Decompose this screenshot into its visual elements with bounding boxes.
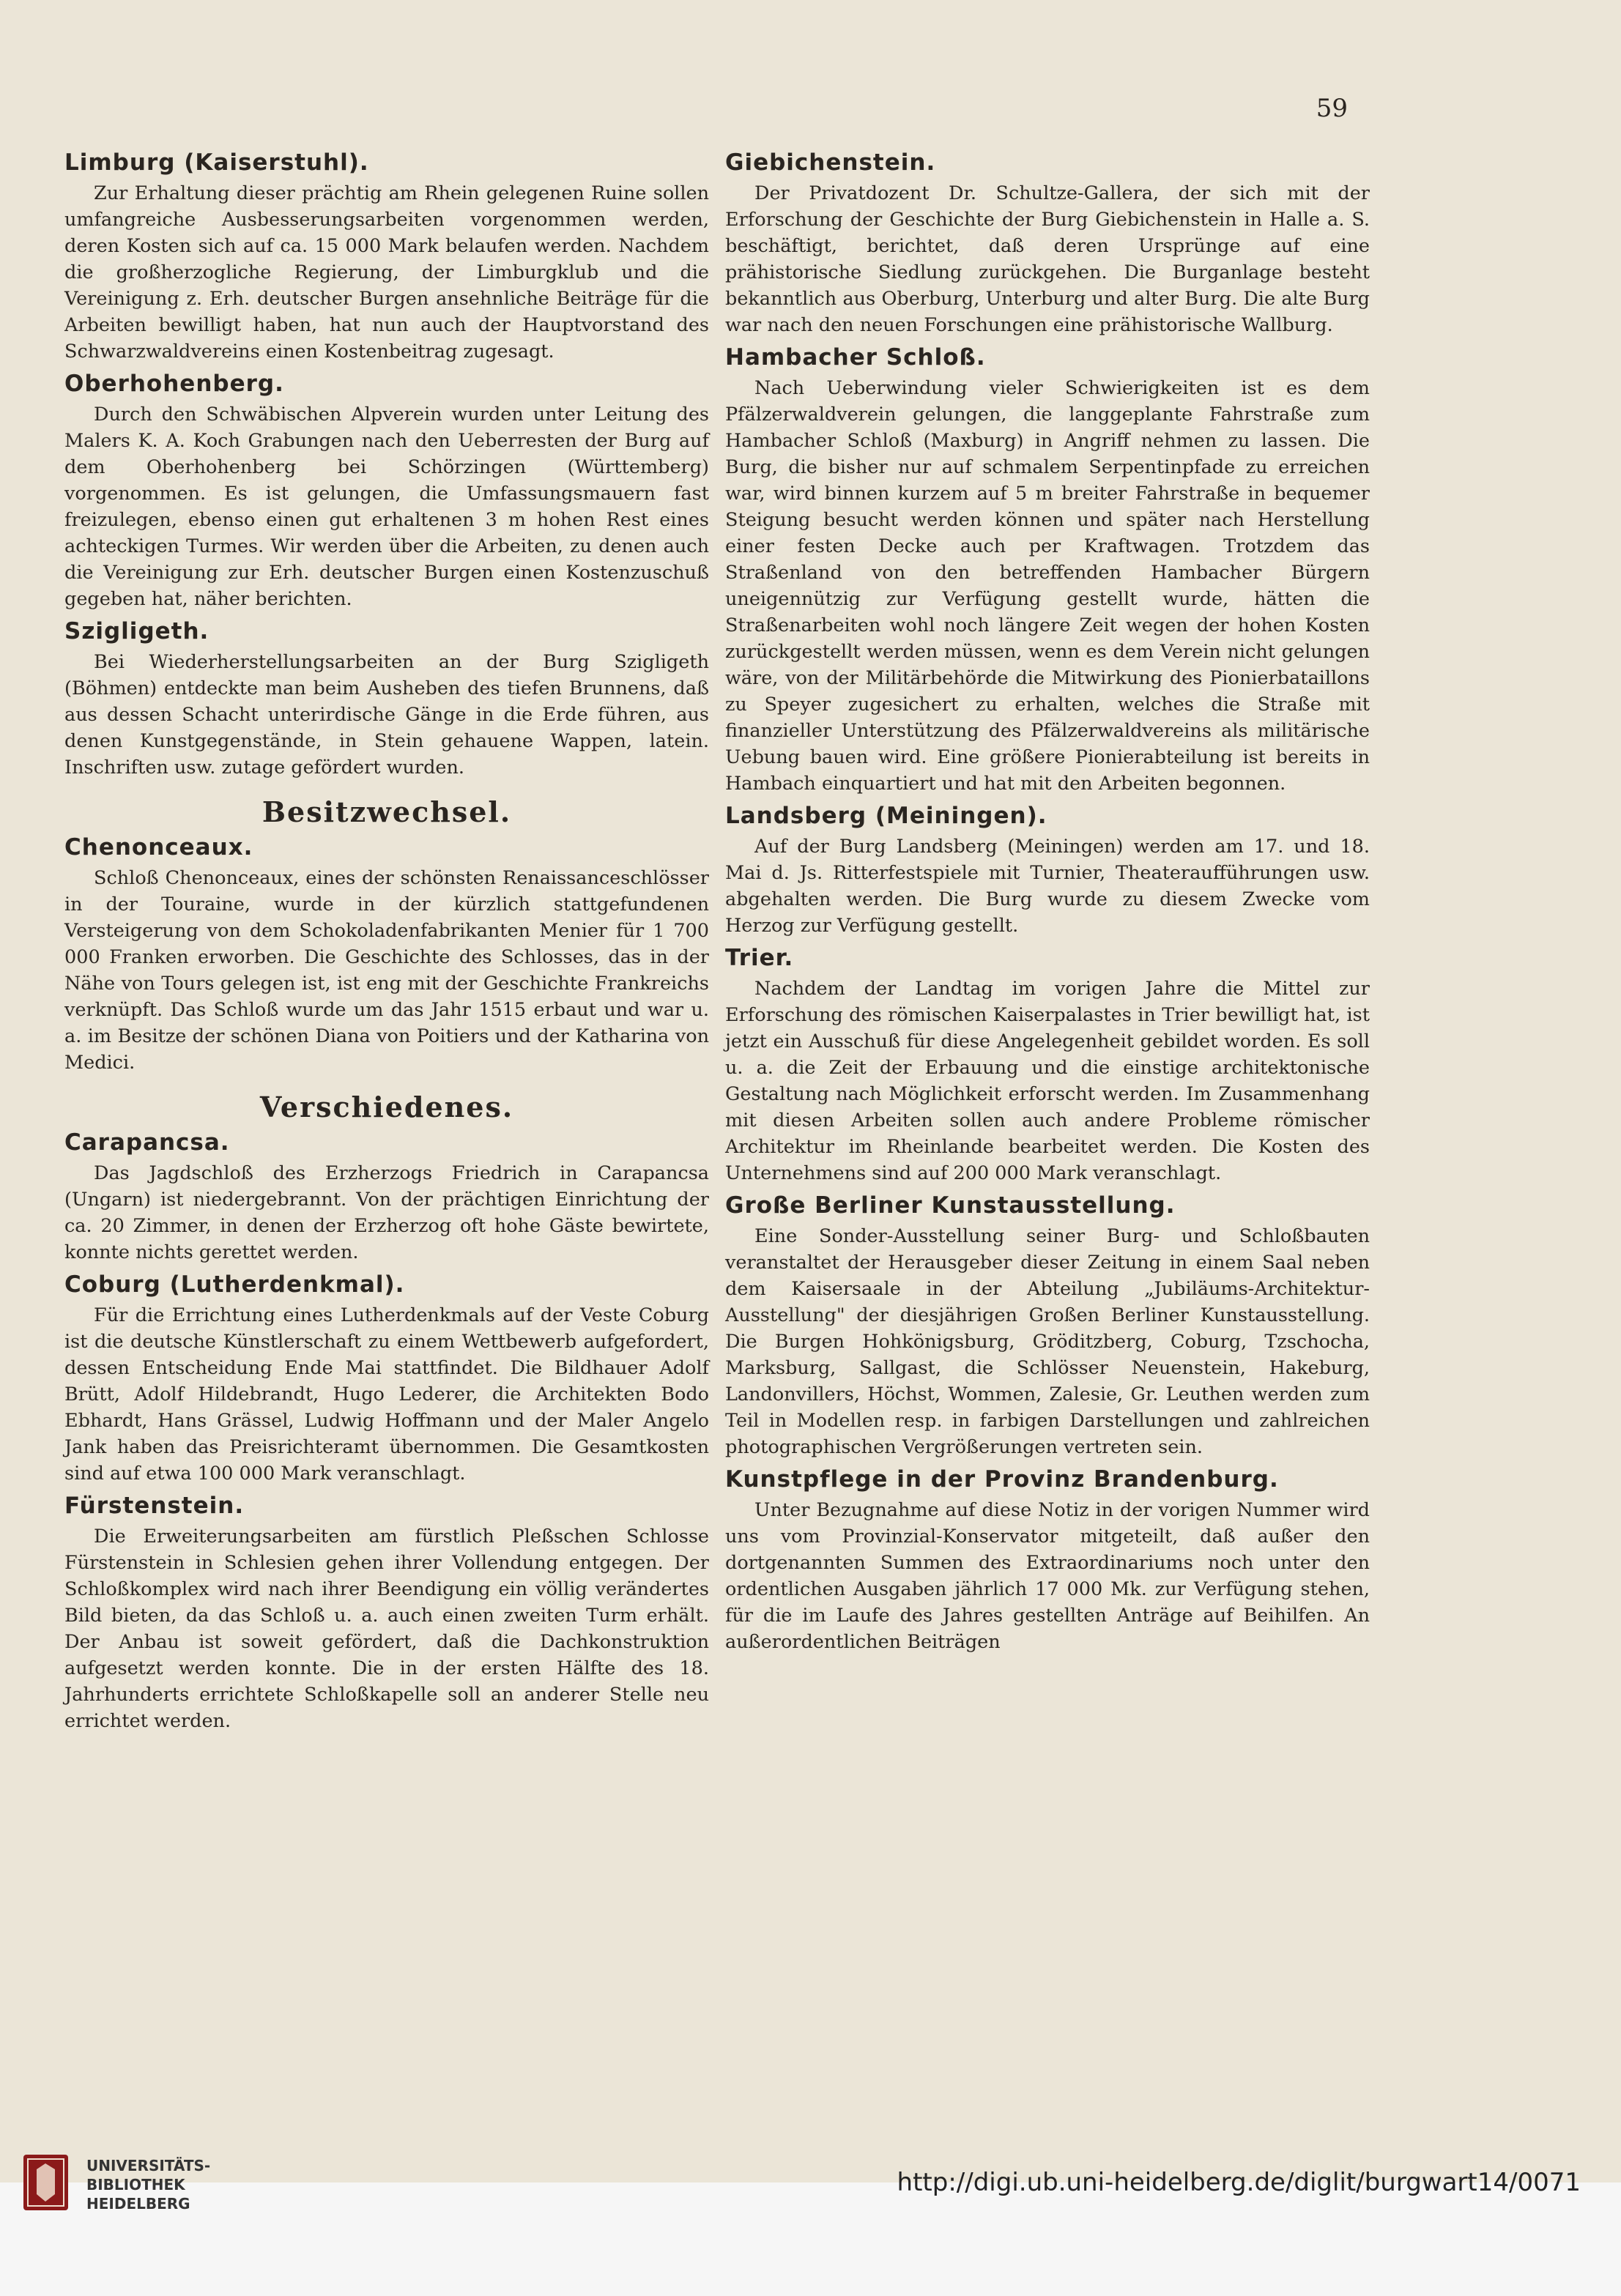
entry-text: Zur Erhaltung dieser prächtig am Rhein gelegenen Ruine sollen umfangreiche Ausbesserungsarbeiten vorgenommen werden, deren Kosten sich auf ca. 15 000 Mark belaufen werden. Nachdem die großherzogliche Regierung, der Limburgklub und die Vereinigung z. Erh. deutscher Burgen ansehnliche Beiträge für die Arbeiten bewilligt haben, hat nun auch der Hauptvorstand des Schwarzwaldvereins einen Kostenbeitrag zugesagt.: [64, 182, 709, 363]
entry-heading: Trier.: [725, 945, 794, 971]
logo-line-1: UNIVERSITÄTS-: [86, 2157, 211, 2174]
entry-text: Eine Sonder-Ausstellung seiner Burg- und Schloßbauten veranstaltet der Herausgeber dieser Zeitung in einem Saal neben dem Kaisersaale in der Abteilung „Jubiläums-Architektur-Ausstellung" der diesjährigen Großen Berliner Kunstausstellung. Die Burgen Hohkönigsburg, Gröditzberg, Coburg, Tzschocha, Marksburg, Sallgast, die Schlösser Neuenstein, Hakeburg, Landonvillers, Höchst, Wommen, Zalesie, Gr. Leuthen werden zum Teil in Modellen resp. in farbigen Darstellungen und zahlreichen photographischen Vergrößerungen vertreten sein.: [725, 1225, 1370, 1458]
entry-heading: Carapancsa.: [64, 1129, 230, 1156]
entry-text: Für die Errichtung eines Lutherdenkmals auf der Veste Coburg ist die deutsche Künstlerschaft zu einem Wettbewerb aufgefordert, dessen Entscheidung Ende Mai stattfindet. Die Bildhauer Adolf Brütt, Adolf Hildebrandt, Hugo Lederer, die Architekten Bodo Ebhardt, Hans Grässel, Ludwig Hoffmann und der Maler Angelo Jank haben das Preisrichteramt übernommen. Die Gesamtkosten sind auf etwa 100 000 Mark veranschlagt.: [64, 1304, 709, 1485]
entry-text: Das Jagdschloß des Erzherzogs Friedrich in Carapancsa (Ungarn) ist niedergebrannt. Von der prächtigen Einrichtung der ca. 20 Zimmer, in denen der Erzherzog oft hohe Gäste bewirtete, konnte nichts gerettet werden.: [64, 1162, 709, 1263]
page-number: 59: [1316, 94, 1348, 123]
entry-heading: Coburg (Lutherdenkmal).: [64, 1271, 405, 1298]
entry-heading: Kunstpflege in der Provinz Brandenburg.: [725, 1466, 1279, 1493]
footer-bar: [0, 2182, 1621, 2296]
entry-text: Der Privatdozent Dr. Schultze-Gallera, der sich mit der Erforschung der Geschichte der Burg Giebichenstein in Halle a. S. beschäftigt, berichtet, daß deren Ursprünge auf eine prähistorische Siedlung zurückgehen. Die Burganlage besteht bekanntlich aus Oberburg, Unterburg und alter Burg. Die alte Burg war nach den neuen Forschungen eine prähistorische Wallburg.: [725, 182, 1370, 336]
entry-heading: Giebichenstein.: [725, 149, 936, 176]
section-heading: Verschiedenes.: [259, 1091, 514, 1123]
entry-heading: Hambacher Schloß.: [725, 344, 986, 371]
entry-text: Durch den Schwäbischen Alpverein wurden unter Leitung des Malers K. A. Koch Grabungen nach den Ueberresten der Burg auf dem Oberhohenberg bei Schörzingen (Württemberg) vorgenommen. Es ist gelungen, die Umfassungsmauern fast freizulegen, ebenso einen gut erhaltenen 3 m hohen Rest eines achteckigen Turmes. Wir werden über die Arbeiten, zu denen auch die Vereinigung zur Erh. deutscher Burgen einen Kostenzuschuß gegeben hat, näher berichten.: [64, 404, 709, 610]
logo-line-2: BIBLIOTHEK: [86, 2176, 185, 2193]
entry-text: Unter Bezugnahme auf diese Notiz in der vorigen Nummer wird uns vom Provinzial-Konservator mitgeteilt, daß außer den dortgenannten Summen des Extraordinariums noch unter den ordentlichen Ausgaben jährlich 17 000 Mk. zur Verfügung stehen, für die im Laufe des Jahres gestellten Anträge auf Beihilfen. An außerordentlichen Beiträgen: [725, 1499, 1370, 1653]
entry-text: Nachdem der Landtag im vorigen Jahre die Mittel zur Erforschung des römischen Kaiserpalastes in Trier bewilligt hat, ist jetzt ein Ausschuß für diese Angelegenheit gebildet worden. Es soll u. a. die Zeit der Erbauung und die einstige architektonische Gestaltung nach Möglichkeit erforscht werden. Im Zusammenhang mit diesen Arbeiten sollen auch andere Probleme römischer Architektur im Rheinlande bearbeitet werden. Die Kosten des Unternehmens sind auf 200 000 Mark veranschlagt.: [725, 978, 1370, 1184]
source-url-link[interactable]: http://digi.ub.uni-heidelberg.de/diglit/burgwart14/0071: [897, 2168, 1581, 2197]
entry-heading: Landsberg (Meiningen).: [725, 803, 1047, 829]
library-logo-text: [86, 2156, 210, 2213]
logo-line-3: HEIDELBERG: [86, 2195, 190, 2213]
entry-text: Nach Ueberwindung vieler Schwierigkeiten ist es dem Pfälzerwaldverein gelungen, die langgeplante Fahrstraße zum Hambacher Schloß (Maxburg) in Angriff nehmen zu lassen. Die Burg, die bisher nur auf schmalem Serpentinpfade zu erreichen war, wird binnen kurzem auf 5 m breiter Fahrstraße in bequemer Steigung besucht werden können und später nach Herstellung einer festen Decke auch per Kraftwagen. Trotzdem das Straßenland von den betreffenden Hambacher Bürgern uneigennützig zur Verfügung gestellt wurde, hätten die Straßenarbeiten wohl noch längere Zeit wegen der hohen Kosten zurückgestellt werden müssen, wenn es dem Verein nicht gelungen wäre, von der Militärbehörde die Mitwirkung des Pionierbataillons zu Speyer zugesichert zu erhalten, welches die Straße mit finanzieller Unterstützung des Pfälzerwaldvereins als militärische Uebung bauen wird. Eine größere Pionierabteilung ist bereits in Hambach einquartiert und hat mit den Arbeiten begonnen.: [725, 377, 1370, 795]
entry-heading: Chenonceaux.: [64, 834, 253, 861]
university-seal-icon: [22, 2153, 70, 2212]
entry-text: Auf der Burg Landsberg (Meiningen) werden am 17. und 18. Mai d. Js. Ritterfestspiele mit Turnier, Theateraufführungen usw. abgehalten werden. Die Burg wurde zu diesem Zwecke vom Herzog zur Verfügung gestellt.: [725, 836, 1370, 937]
right-column: [725, 144, 1370, 1658]
entry-heading: Große Berliner Kunstausstellung.: [725, 1192, 1176, 1219]
entry-heading: Oberhohenberg.: [64, 371, 284, 397]
entry-heading: Szigligeth.: [64, 618, 209, 644]
section-heading: Besitzwechsel.: [261, 795, 512, 828]
entry-text: Schloß Chenonceaux, eines der schönsten Renaissanceschlösser in der Touraine, wurde in der kürzlich stattgefundenen Versteigerung von dem Schokoladenfabrikanten Menier für 1 700 000 Franken erworben. Die Geschichte des Schlosses, das in der Nähe von Tours gelegen ist, ist eng mit der Geschichte Frankreichs verknüpft. Das Schloß wurde um das Jahr 1515 erbaut und war u. a. im Besitze der schönen Diana von Poitiers und der Katharina von Medici.: [64, 867, 709, 1074]
entry-heading: Fürstenstein.: [64, 1493, 245, 1519]
entry-heading: Limburg (Kaiserstuhl).: [64, 149, 369, 176]
entry-text: Bei Wiederherstellungsarbeiten an der Burg Szigligeth (Böhmen) entdeckte man beim Ausheben des tiefen Brunnens, daß aus dessen Schacht unterirdische Gänge in die Erde führen, aus denen Kunstgegenstände, in Stein gehauene Wappen, latein. Inschriften usw. zutage gefördert wurden.: [64, 651, 709, 779]
entry-text: Die Erweiterungsarbeiten am fürstlich Pleßschen Schlosse Fürstenstein in Schlesien gehen ihrer Vollendung entgegen. Der Schloßkomplex wird nach ihrer Beendigung ein völlig verändertes Bild bieten, da das Schloß u. a. auch einen zweiten Turm erhält. Der Anbau ist soweit gefördert, daß die Dachkonstruktion aufgesetzt werden konnte. Die in der ersten Hälfte des 18. Jahrhunderts errichtete Schloßkapelle soll an anderer Stelle neu errichtet werden.: [64, 1526, 709, 1732]
left-column: [64, 144, 709, 1737]
